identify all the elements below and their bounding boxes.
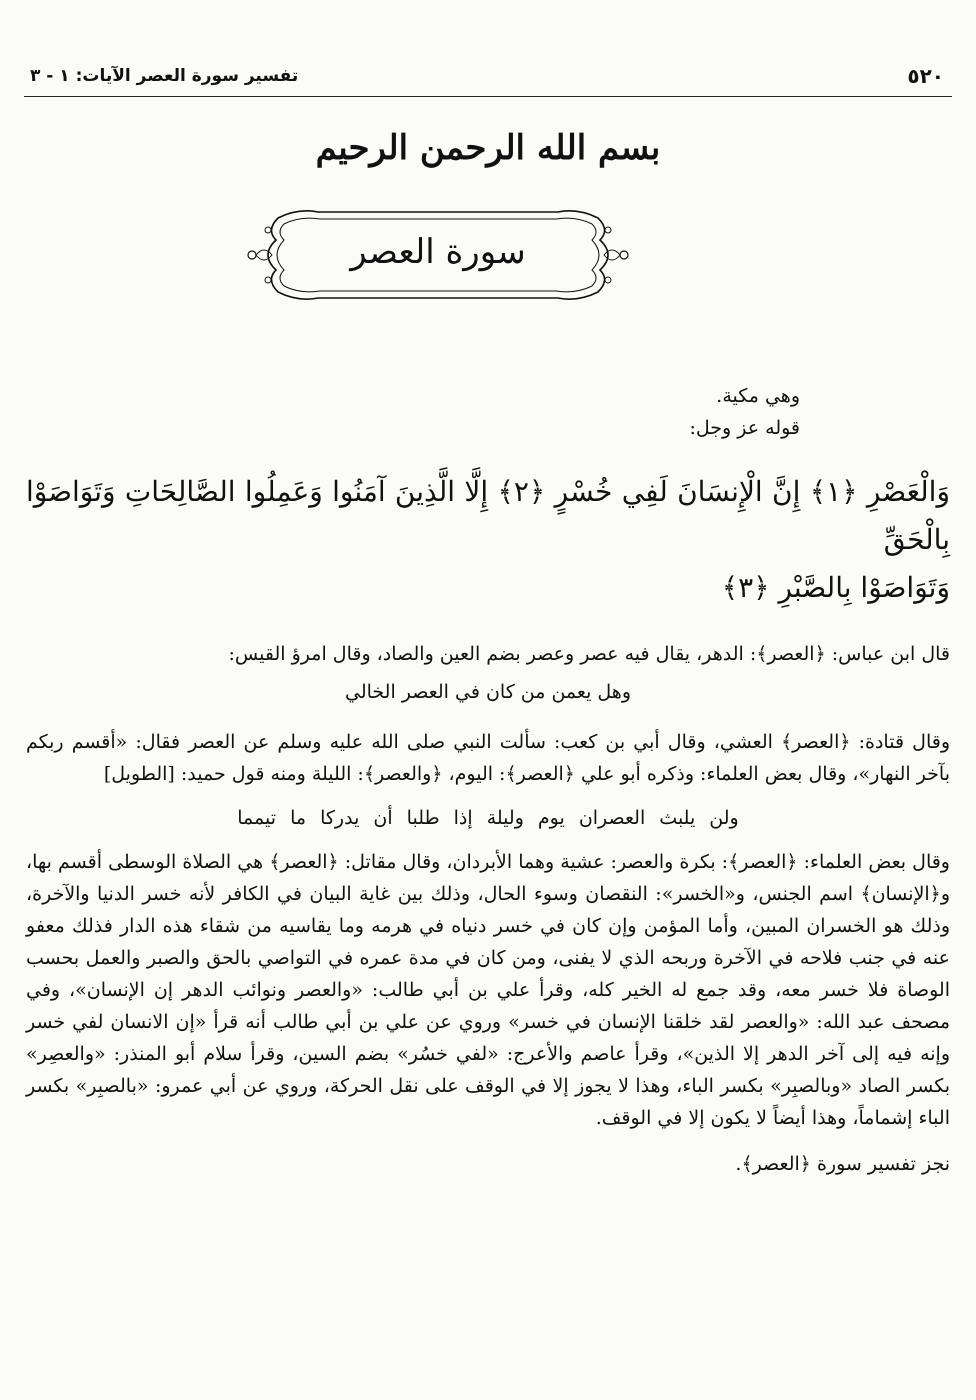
meccan-note: وهي مكية. <box>716 385 800 407</box>
page-body <box>26 380 950 1180</box>
basmala: بسم الله الرحمن الرحيم <box>315 128 661 168</box>
page-number: ٥٢٠ <box>907 64 944 88</box>
poetry-verse-1: وهل يعمن من كان في العصر الخالي <box>344 681 631 703</box>
closing-line: نجز تفسير سورة ﴿العصر﴾. <box>735 1153 950 1175</box>
running-title: تفسير سورة العصر الآيات: ١ - ٣ <box>30 66 299 86</box>
quran-verses <box>26 468 950 612</box>
page-header <box>24 62 952 97</box>
surah-title-frame <box>238 200 638 310</box>
paragraph-ibn-abbas: قال ابن عباس: ﴿العصر﴾: الدهر، يقال فيه عصر وعصر بضم العين والصاد، وقال امرؤ القيس: <box>228 643 950 665</box>
intro-line: قوله عز وجل: <box>689 417 800 439</box>
ayah-line-2: وَتَوَاصَوْا بِالصَّبْرِ ﴿٣﴾ <box>721 571 950 604</box>
ayah-line-1: وَالْعَصْرِ ﴿١﴾ إِنَّ الْإِنسَانَ لَفِي خُسْرٍ ﴿٢﴾ إِلَّا الَّذِينَ آمَنُوا وَعَمِلُوا الصَّالِحَاتِ وَتَوَاصَوْا بِالْحَقِّ <box>26 475 950 556</box>
poetry-verse-2: ولن يلبث العصران يوم وليلة إذا طلبا أن يدركا ما تيمما <box>237 807 739 829</box>
paragraph-qatada: وقال قتادة: ﴿العصر﴾ العشي، وقال أبي بن كعب: سألت النبي صلى الله عليه وسلم عن العصر فقال: «أقسم ربكم بآخر النهار»، وقال بعض العلماء: وذكره أبو علي ﴿العصر﴾: اليوم، ﴿والعصر﴾: الليلة ومنه قول حميد: [الطويل] <box>26 731 950 785</box>
surah-title: سورة العصر <box>350 232 526 272</box>
paragraph-scholars: وقال بعض العلماء: ﴿العصر﴾: بكرة والعصر: عشية وهما الأبردان، وقال مقاتل: ﴿العصر﴾ هي الصلاة الوسطى أقسم بها، و﴿الإنسان﴾ اسم الجنس، و«الخسر»: النقصان وسوء الحال، وذلك بين غاية البيان في الكافر لأنه خسر الدنيا والآخرة، وذلك هو الخسران المبين، وأما المؤمن وإن كان في خسر دنياه في هرمه وما يقاسيه من شقاء هذه الدار فذلك معفو عنه في جنب فلاحه في الآخرة وربحه الذي لا يفنى، ومن كان في مدة عمره في التواصي بالحق والصبر والعمل بحسب الوصاة فلا خسر معه، وقد جمع له الخير كله، وقرأ علي بن أبي طالب: «والعصر ونوائب الدهر إن الإنسان»، وفي مصحف عبد الله: «والعصر لقد خلقنا الإنسان في خسر» وروي عن علي بن أبي طالب أنه قرأ «إن الانسان لفي خسر وإنه فيه إلى آخر الدهر إلا الذين»، وقرأ عاصم والأعرج: «لفي خسُر» بضم السين، وقرأ سلام أبو المنذر: «والعصِر» بكسر الصاد «وبالصبِر» بكسر الباء، وهذا لا يجوز إلا في الوقف على نقل الحركة، وروي عن أبي عمرو: «بالصبِر» بكسر الباء إشماماً، وهذا أيضاً لا يكون إلا في الوقف. <box>26 851 950 1129</box>
